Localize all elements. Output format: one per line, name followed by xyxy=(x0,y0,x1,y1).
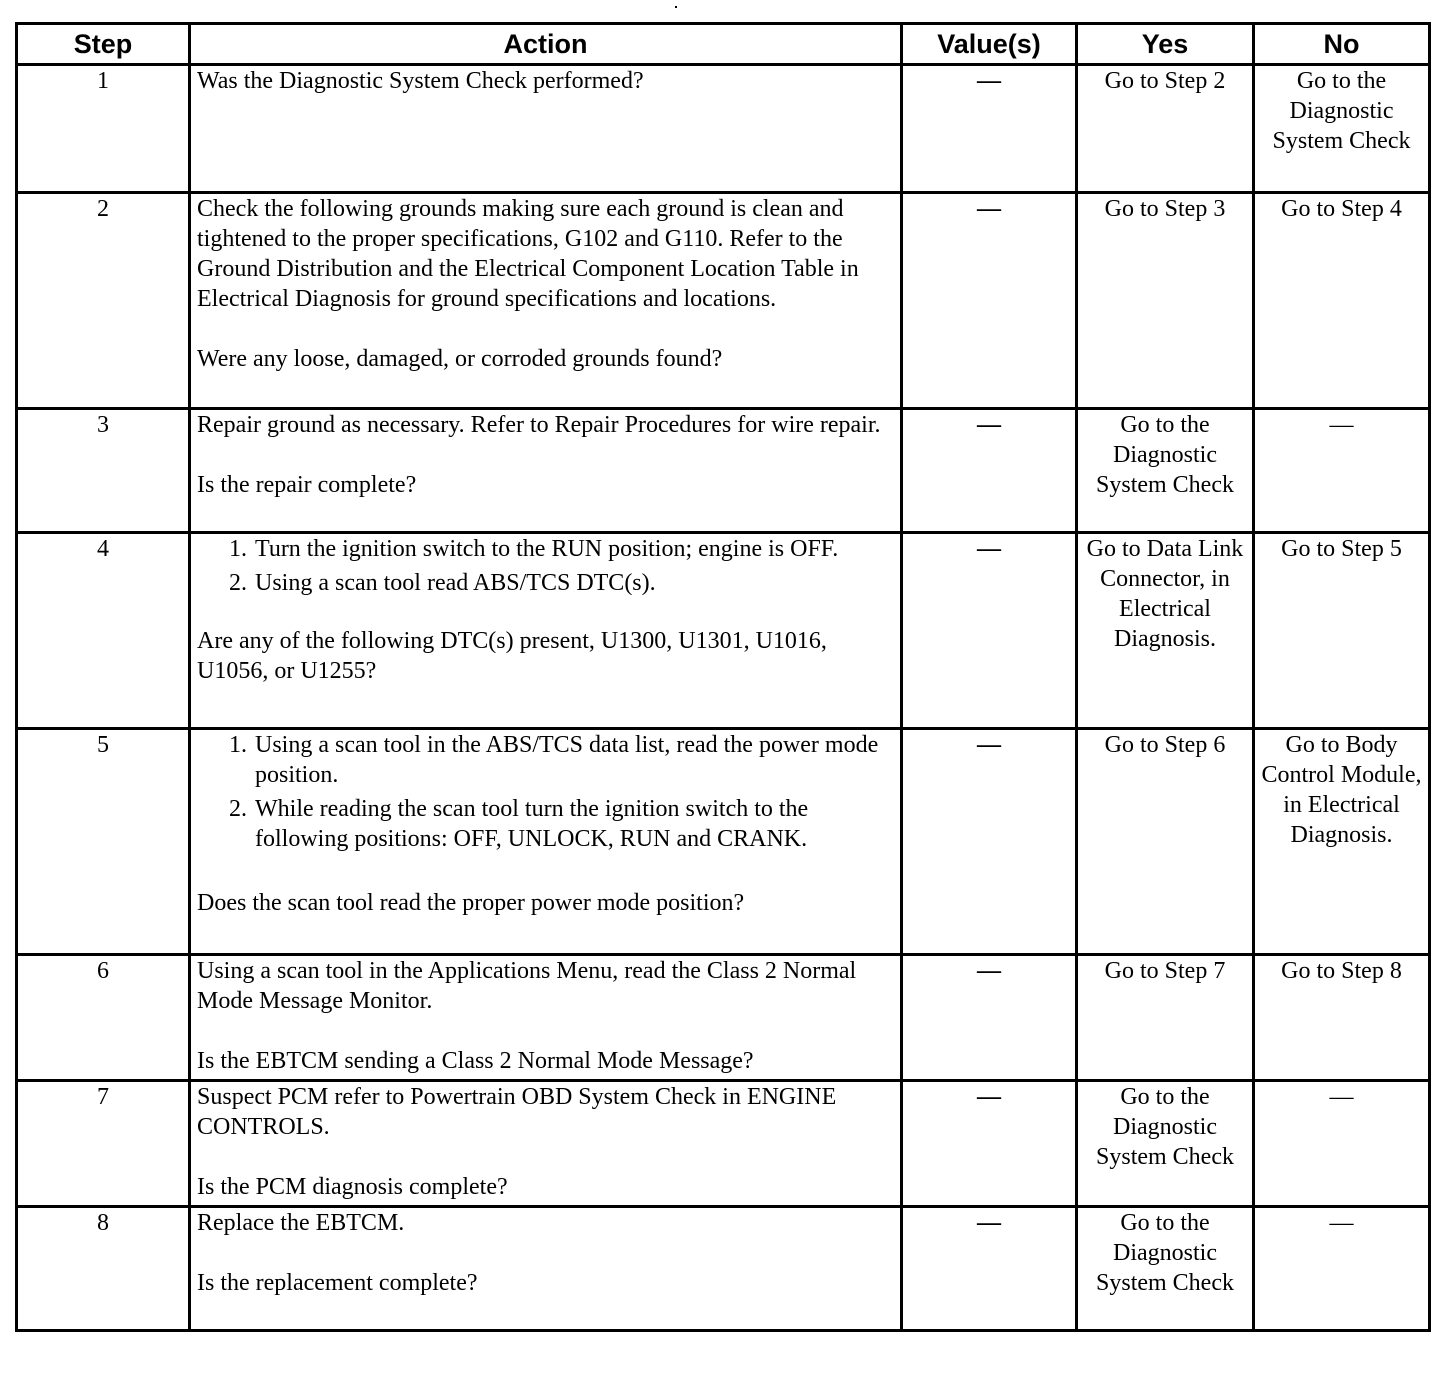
header-action: Action xyxy=(190,24,902,65)
action-question: Does the scan tool read the proper power mode position? xyxy=(197,890,745,916)
action-question: Is the PCM diagnosis complete? xyxy=(197,1174,508,1200)
value-cell: — xyxy=(902,409,1077,533)
header-yes: Yes xyxy=(1077,24,1254,65)
table-row xyxy=(17,729,1430,955)
no-cell: — xyxy=(1254,1081,1430,1207)
value-cell: — xyxy=(902,955,1077,1081)
no-cell: Go to Step 8 xyxy=(1254,955,1430,1081)
yes-cell: Go to Step 3 xyxy=(1077,193,1254,409)
action-cell xyxy=(190,409,902,533)
action-text: Was the Diagnostic System Check performed? xyxy=(197,68,644,94)
header-values: Value(s) xyxy=(902,24,1077,65)
action-text: Replace the EBTCM. xyxy=(197,1210,405,1236)
substep-item: 2. While reading the scan tool turn the ignition switch to the following positions: OFF, UNLOCK, RUN and CRANK. xyxy=(253,794,894,854)
no-cell: Go to Step 4 xyxy=(1254,193,1430,409)
no-cell: Go to Step 5 xyxy=(1254,533,1430,729)
action-cell xyxy=(190,1081,902,1207)
table-row xyxy=(17,955,1430,1081)
action-text: Suspect PCM refer to Powertrain OBD System Check in ENGINE CONTROLS. xyxy=(197,1084,837,1140)
action-cell xyxy=(190,65,902,193)
header-no: No xyxy=(1254,24,1430,65)
value-cell: — xyxy=(902,193,1077,409)
yes-cell: Go to Data Link Connector, in Electrical Diagnosis. xyxy=(1077,533,1254,729)
action-question: Is the repair complete? xyxy=(197,472,417,498)
step-number: 8 xyxy=(17,1207,190,1331)
no-cell: Go to Body Control Module, in Electrical Diagnosis. xyxy=(1254,729,1430,955)
diagnostic-table xyxy=(15,22,1431,1332)
substep-list xyxy=(197,730,894,854)
no-cell: — xyxy=(1254,409,1430,533)
header-step: Step xyxy=(17,24,190,65)
table-row xyxy=(17,409,1430,533)
action-question: Were any loose, damaged, or corroded grounds found? xyxy=(197,346,723,372)
substep-item: 1. Turn the ignition switch to the RUN position; engine is OFF. xyxy=(253,534,894,564)
yes-cell: Go to the Diagnostic System Check xyxy=(1077,1081,1254,1207)
action-text: Using a scan tool in the Applications Menu, read the Class 2 Normal Mode Message Monitor. xyxy=(197,958,857,1014)
yes-cell: Go to the Diagnostic System Check xyxy=(1077,409,1254,533)
action-question: Are any of the following DTC(s) present, U1300, U1301, U1016, U1056, or U1255? xyxy=(197,628,827,684)
substep-item: 1. Using a scan tool in the ABS/TCS data list, read the power mode position. xyxy=(253,730,894,790)
no-cell: Go to the Diagnostic System Check xyxy=(1254,65,1430,193)
table-row xyxy=(17,1207,1430,1331)
action-cell xyxy=(190,533,902,729)
action-question: Is the replacement complete? xyxy=(197,1270,478,1296)
yes-cell: Go to Step 6 xyxy=(1077,729,1254,955)
table-row xyxy=(17,1081,1430,1207)
action-question: Is the EBTCM sending a Class 2 Normal Mode Message? xyxy=(197,1048,754,1074)
yes-cell: Go to Step 7 xyxy=(1077,955,1254,1081)
table-row xyxy=(17,193,1430,409)
stray-mark xyxy=(675,6,677,8)
substep-item: 2. Using a scan tool read ABS/TCS DTC(s). xyxy=(253,568,894,598)
table-row xyxy=(17,65,1430,193)
action-text: Repair ground as necessary. Refer to Repair Procedures for wire repair. xyxy=(197,412,881,438)
yes-cell: Go to the Diagnostic System Check xyxy=(1077,1207,1254,1331)
step-number: 7 xyxy=(17,1081,190,1207)
step-number: 1 xyxy=(17,65,190,193)
value-cell: — xyxy=(902,533,1077,729)
step-number: 6 xyxy=(17,955,190,1081)
value-cell: — xyxy=(902,729,1077,955)
action-cell xyxy=(190,193,902,409)
action-text: Check the following grounds making sure each ground is clean and tightened to the proper specifications, G102 and G110. Refer to the Ground Distribution and the Electrical Component Location Table in Electrical Diagnosis for ground specifications and locations. xyxy=(197,196,859,312)
step-number: 2 xyxy=(17,193,190,409)
value-cell: — xyxy=(902,65,1077,193)
action-cell xyxy=(190,1207,902,1331)
step-number: 5 xyxy=(17,729,190,955)
value-cell: — xyxy=(902,1207,1077,1331)
header-row xyxy=(17,24,1430,65)
diagnostic-table-container xyxy=(15,22,1428,1332)
step-number: 3 xyxy=(17,409,190,533)
action-cell xyxy=(190,955,902,1081)
action-cell xyxy=(190,729,902,955)
value-cell: — xyxy=(902,1081,1077,1207)
no-cell: — xyxy=(1254,1207,1430,1331)
substep-list xyxy=(197,534,894,598)
table-row xyxy=(17,533,1430,729)
step-number: 4 xyxy=(17,533,190,729)
yes-cell: Go to Step 2 xyxy=(1077,65,1254,193)
